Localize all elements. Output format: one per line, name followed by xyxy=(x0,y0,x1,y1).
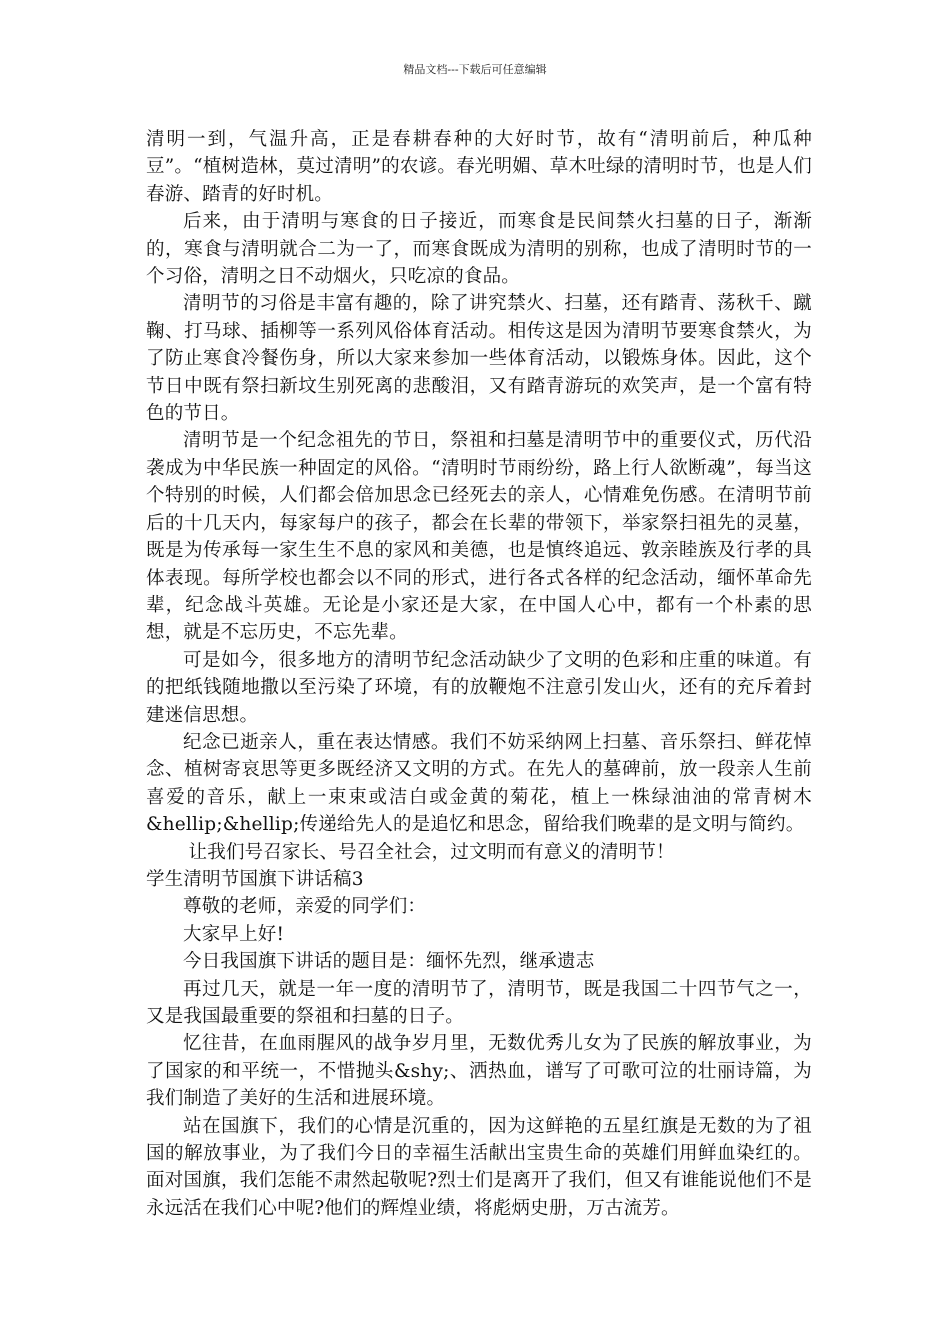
paragraph: 可是如今，很多地方的清明节纪念活动缺少了文明的色彩和庄重的味道。有的把纸钱随地撒以至污染了环境，有的放鞭炮不注意引发山火，还有的充斥着封建迷信思想。 xyxy=(146,649,812,726)
paragraph: 后来，由于清明与寒食的日子接近，而寒食是民间禁火扫墓的日子，渐渐的，寒食与清明就合二为一了，而寒食既成为清明的别称，也成了清明时节的一个习俗，清明之日不动烟火，只吃凉的食品。 xyxy=(146,211,812,288)
paragraph: 清明节的习俗是丰富有趣的，除了讲究禁火、扫墓，还有踏青、荡秋千、蹴鞠、打马球、插柳等一系列风俗体育活动。相传这是因为清明节要寒食禁火，为了防止寒食冷餐伤身，所以大家来参加一些体育活动，以锻炼身体。因此，这个节日中既有祭扫新坟生别死离的悲酸泪，又有踏青游玩的欢笑声，是一个富有特色的节日。 xyxy=(146,293,812,425)
speech-topic: 今日我国旗下讲话的题目是：缅怀先烈，继承遗志 xyxy=(183,951,595,973)
paragraph: 清明节是一个纪念祖先的节日，祭祖和扫墓是清明节中的重要仪式，历代沿袭成为中华民族一种固定的风俗。“清明时节雨纷纷，路上行人欲断魂”，每当这个特别的时候，人们都会倍加思念已经死去的亲人，心情难免伤感。在清明节前后的十几天内，每家每户的孩子，都会在长辈的带领下，举家祭扫祖先的灵墓，既是为传承每一家生生不息的家风和美德，也是慎终追远、敦亲睦族及行孝的具体表现。每所学校也都会以不同的形式，进行各式各样的纪念活动，缅怀革命先辈，纪念战斗英雄。无论是小家还是大家，在中国人心中，都有一个朴素的思想，就是不忘历史，不忘先辈。 xyxy=(146,430,812,644)
greeting: 大家早上好! xyxy=(183,923,285,945)
paragraph: 忆往昔，在血雨腥风的战争岁月里，无数优秀儿女为了民族的解放事业，为了国家的和平统一，不惜抛头&shy;、洒热血，谱写了可歌可泣的壮丽诗篇，为我们制造了美好的生活和进展环境。 xyxy=(146,1033,812,1110)
salutation: 尊敬的老师，亲爱的同学们： xyxy=(183,896,427,918)
page-header: 精品文档---下载后可任意编辑 xyxy=(403,63,547,76)
paragraph: 再过几天，就是一年一度的清明节了，清明节，既是我国二十四节气之一，又是我国最重要的祭祖和扫墓的日子。 xyxy=(146,978,812,1027)
paragraph: 清明一到，气温升高，正是春耕春种的大好时节，故有“清明前后，种瓜种豆”。“植树造林，莫过清明”的农谚。春光明媚、草木吐绿的清明时节，也是人们春游、踏青的好时机。 xyxy=(146,129,812,205)
paragraph: 让我们号召家长、号召全社会，过文明而有意义的清明节！ xyxy=(188,841,675,863)
document-body xyxy=(146,126,812,1222)
section-title: 学生清明节国旗下讲话稿3 xyxy=(146,868,364,890)
paragraph: 纪念已逝亲人，重在表达情感。我们不妨采纳网上扫墓、音乐祭扫、鲜花悼念、植树寄哀思等更多既经济又文明的方式。在先人的墓碑前，放一段亲人生前喜爱的音乐，献上一束束或洁白或金黄的菊花，植上一株绿油油的常青树木&hellip;&hellip;传递给先人的是追忆和思念，留给我们晚辈的是文明与简约。 xyxy=(146,731,812,836)
paragraph: 站在国旗下，我们的心情是沉重的，因为这鲜艳的五星红旗是无数的为了祖国的解放事业，为了我们今日的幸福生活献出宝贵生命的英雄们用鲜血染红的。面对国旗，我们怎能不肃然起敬呢?烈士们是离开了我们，但又有谁能说他们不是永远活在我们心中呢?他们的辉煌业绩，将彪炳史册，万古流芳。 xyxy=(146,1115,812,1219)
